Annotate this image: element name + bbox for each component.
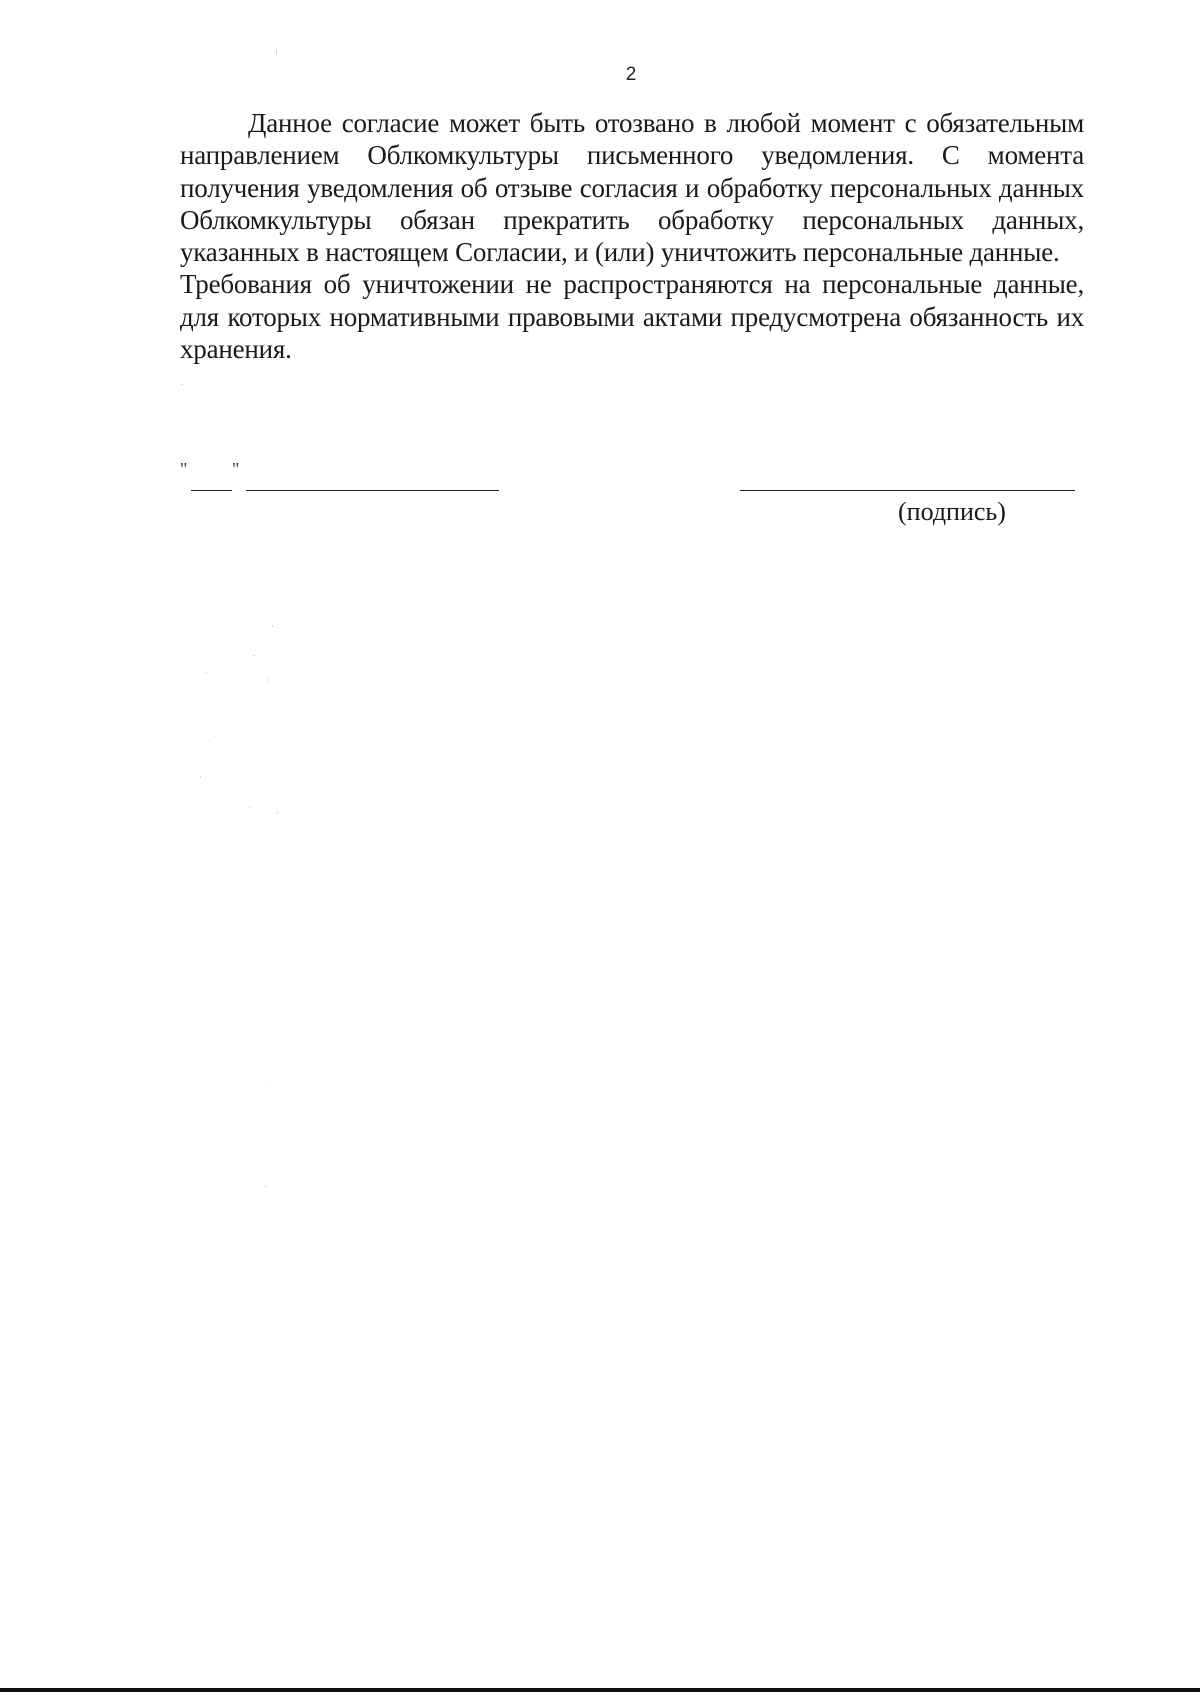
scan-bottom-border [0, 1688, 1200, 1692]
signature-blank-line [740, 490, 1075, 491]
signature-caption: (подпись) [898, 497, 1006, 526]
date-month-year-blank [246, 490, 499, 491]
paragraph-consent-withdrawal: Данное согласие может быть отозвано в любой момент с обязательным направлением Облкомкультуры письменного уведомления. С момента получения уведомления об отзыве согласия и обработку персональных данных Облкомкультуры обязан прекратить обработку персональных данных, указанных в настоящем Согласии, и (или) уничтожить персональные данные. [180, 108, 1084, 268]
date-quote-open: " [180, 459, 188, 479]
document-body [180, 107, 1084, 365]
date-field [180, 460, 500, 496]
page-number: 2 [625, 64, 637, 85]
date-day-blank [191, 490, 232, 491]
date-quote-close: " [232, 459, 240, 479]
paragraph-destruction-requirements: Требования об уничтожении не распространяются на персональные данные, для которых нормативными правовыми актами предусмотрена обязанность их хранения. [180, 269, 1084, 365]
